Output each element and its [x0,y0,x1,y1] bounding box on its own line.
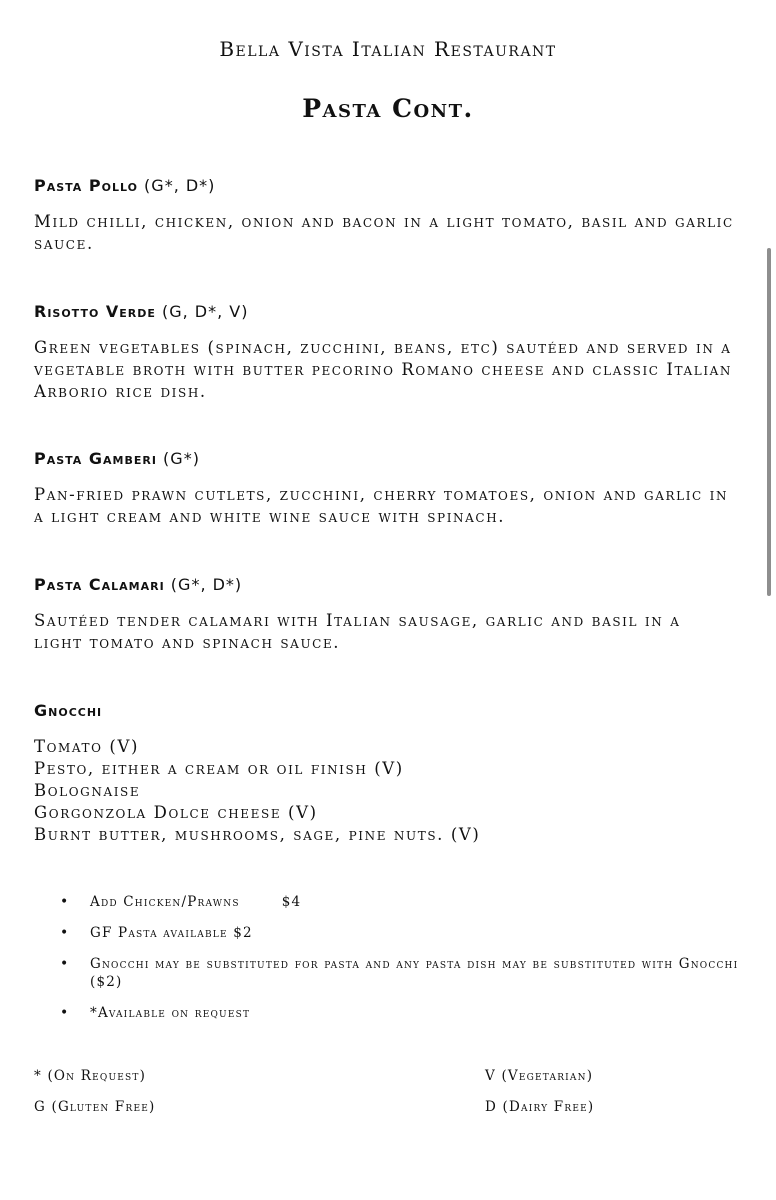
restaurant-name: Bella Vista Italian Restaurant [219,37,557,61]
menu-item-name: Pasta Calamari [34,575,165,594]
gnocchi-option: Bolognaise [34,781,141,800]
note-available [60,1004,740,1022]
notes-list [60,893,740,1035]
page-title: Pasta Cont. [302,94,474,123]
note-gf-pasta [60,924,740,942]
menu-item-pasta-pollo [34,176,734,255]
legend-vegetarian: V (Vegetarian) [485,1068,594,1084]
note-substitution [60,955,740,991]
menu-item-gnocchi [34,701,734,846]
note-text: GF Pasta available $2 [90,925,253,941]
menu-item-pasta-gamberi [34,449,734,528]
menu-item-title [34,575,734,595]
menu-item-description: Sautéed tender calamari with Italian sausage, garlic and basil in a light tomato and spinach sauce. [34,611,681,652]
menu-item-title [34,701,734,721]
menu-item-tags: (G*, D*) [170,575,243,594]
add-on-price: $4 [281,894,302,910]
legend-dairy-free: D (Dairy Free) [485,1099,595,1115]
menu-item-name: Pasta Pollo [34,176,138,195]
menu-item-title [34,176,734,196]
note-text: Gnocchi may be substituted for pasta and any pasta dish may be substituted with Gnocchi ($2) [90,956,739,990]
menu-item-tags: (G*) [163,449,200,468]
legend-on-request: * (On Request) [34,1068,147,1084]
legend-gluten-free: G (Gluten Free) [34,1099,156,1115]
gnocchi-option: Tomato (V) [34,737,140,756]
menu-item-title [34,302,734,322]
menu-item-name: Pasta Gamberi [34,449,157,468]
menu-item-risotto-verde [34,302,734,403]
menu-item-tags: (G*, D*) [144,176,216,195]
menu-item-description: Green vegetables (spinach, zucchini, beans, etc) sautéed and served in a vegetable broth with butter pecorino Romano cheese and classic Italian Arborio rice dish. [34,338,733,401]
note-text: *Available on request [90,1005,251,1021]
menu-item-tags: (G, D*, V) [161,302,249,321]
menu-item-description: Mild chilli, chicken, onion and bacon in a light tomato, basil and garlic sauce. [34,212,734,253]
menu-item-title [34,449,734,469]
scrollbar[interactable] [767,248,771,596]
add-on-label: Add Chicken/Prawns [90,894,240,910]
bullet-icon: • [60,925,70,941]
note-add-on [60,893,740,911]
gnocchi-option: Gorgonzola Dolce cheese (V) [34,803,318,822]
menu-item-name: Risotto Verde [34,302,156,321]
bullet-icon: • [60,894,70,910]
gnocchi-option: Burnt butter, mushrooms, sage, pine nuts. (V) [34,825,481,844]
menu-item-name: Gnocchi [34,701,103,720]
menu-item-pasta-calamari [34,575,734,654]
menu-item-description: Pan-fried prawn cutlets, zucchini, cherry tomatoes, onion and garlic in a light cream and white wine sauce with spinach. [34,485,729,526]
bullet-icon: • [60,956,70,972]
gnocchi-options [34,736,734,846]
gnocchi-option: Pesto, either a cream or oil finish (V) [34,759,404,778]
bullet-icon: • [60,1005,70,1021]
